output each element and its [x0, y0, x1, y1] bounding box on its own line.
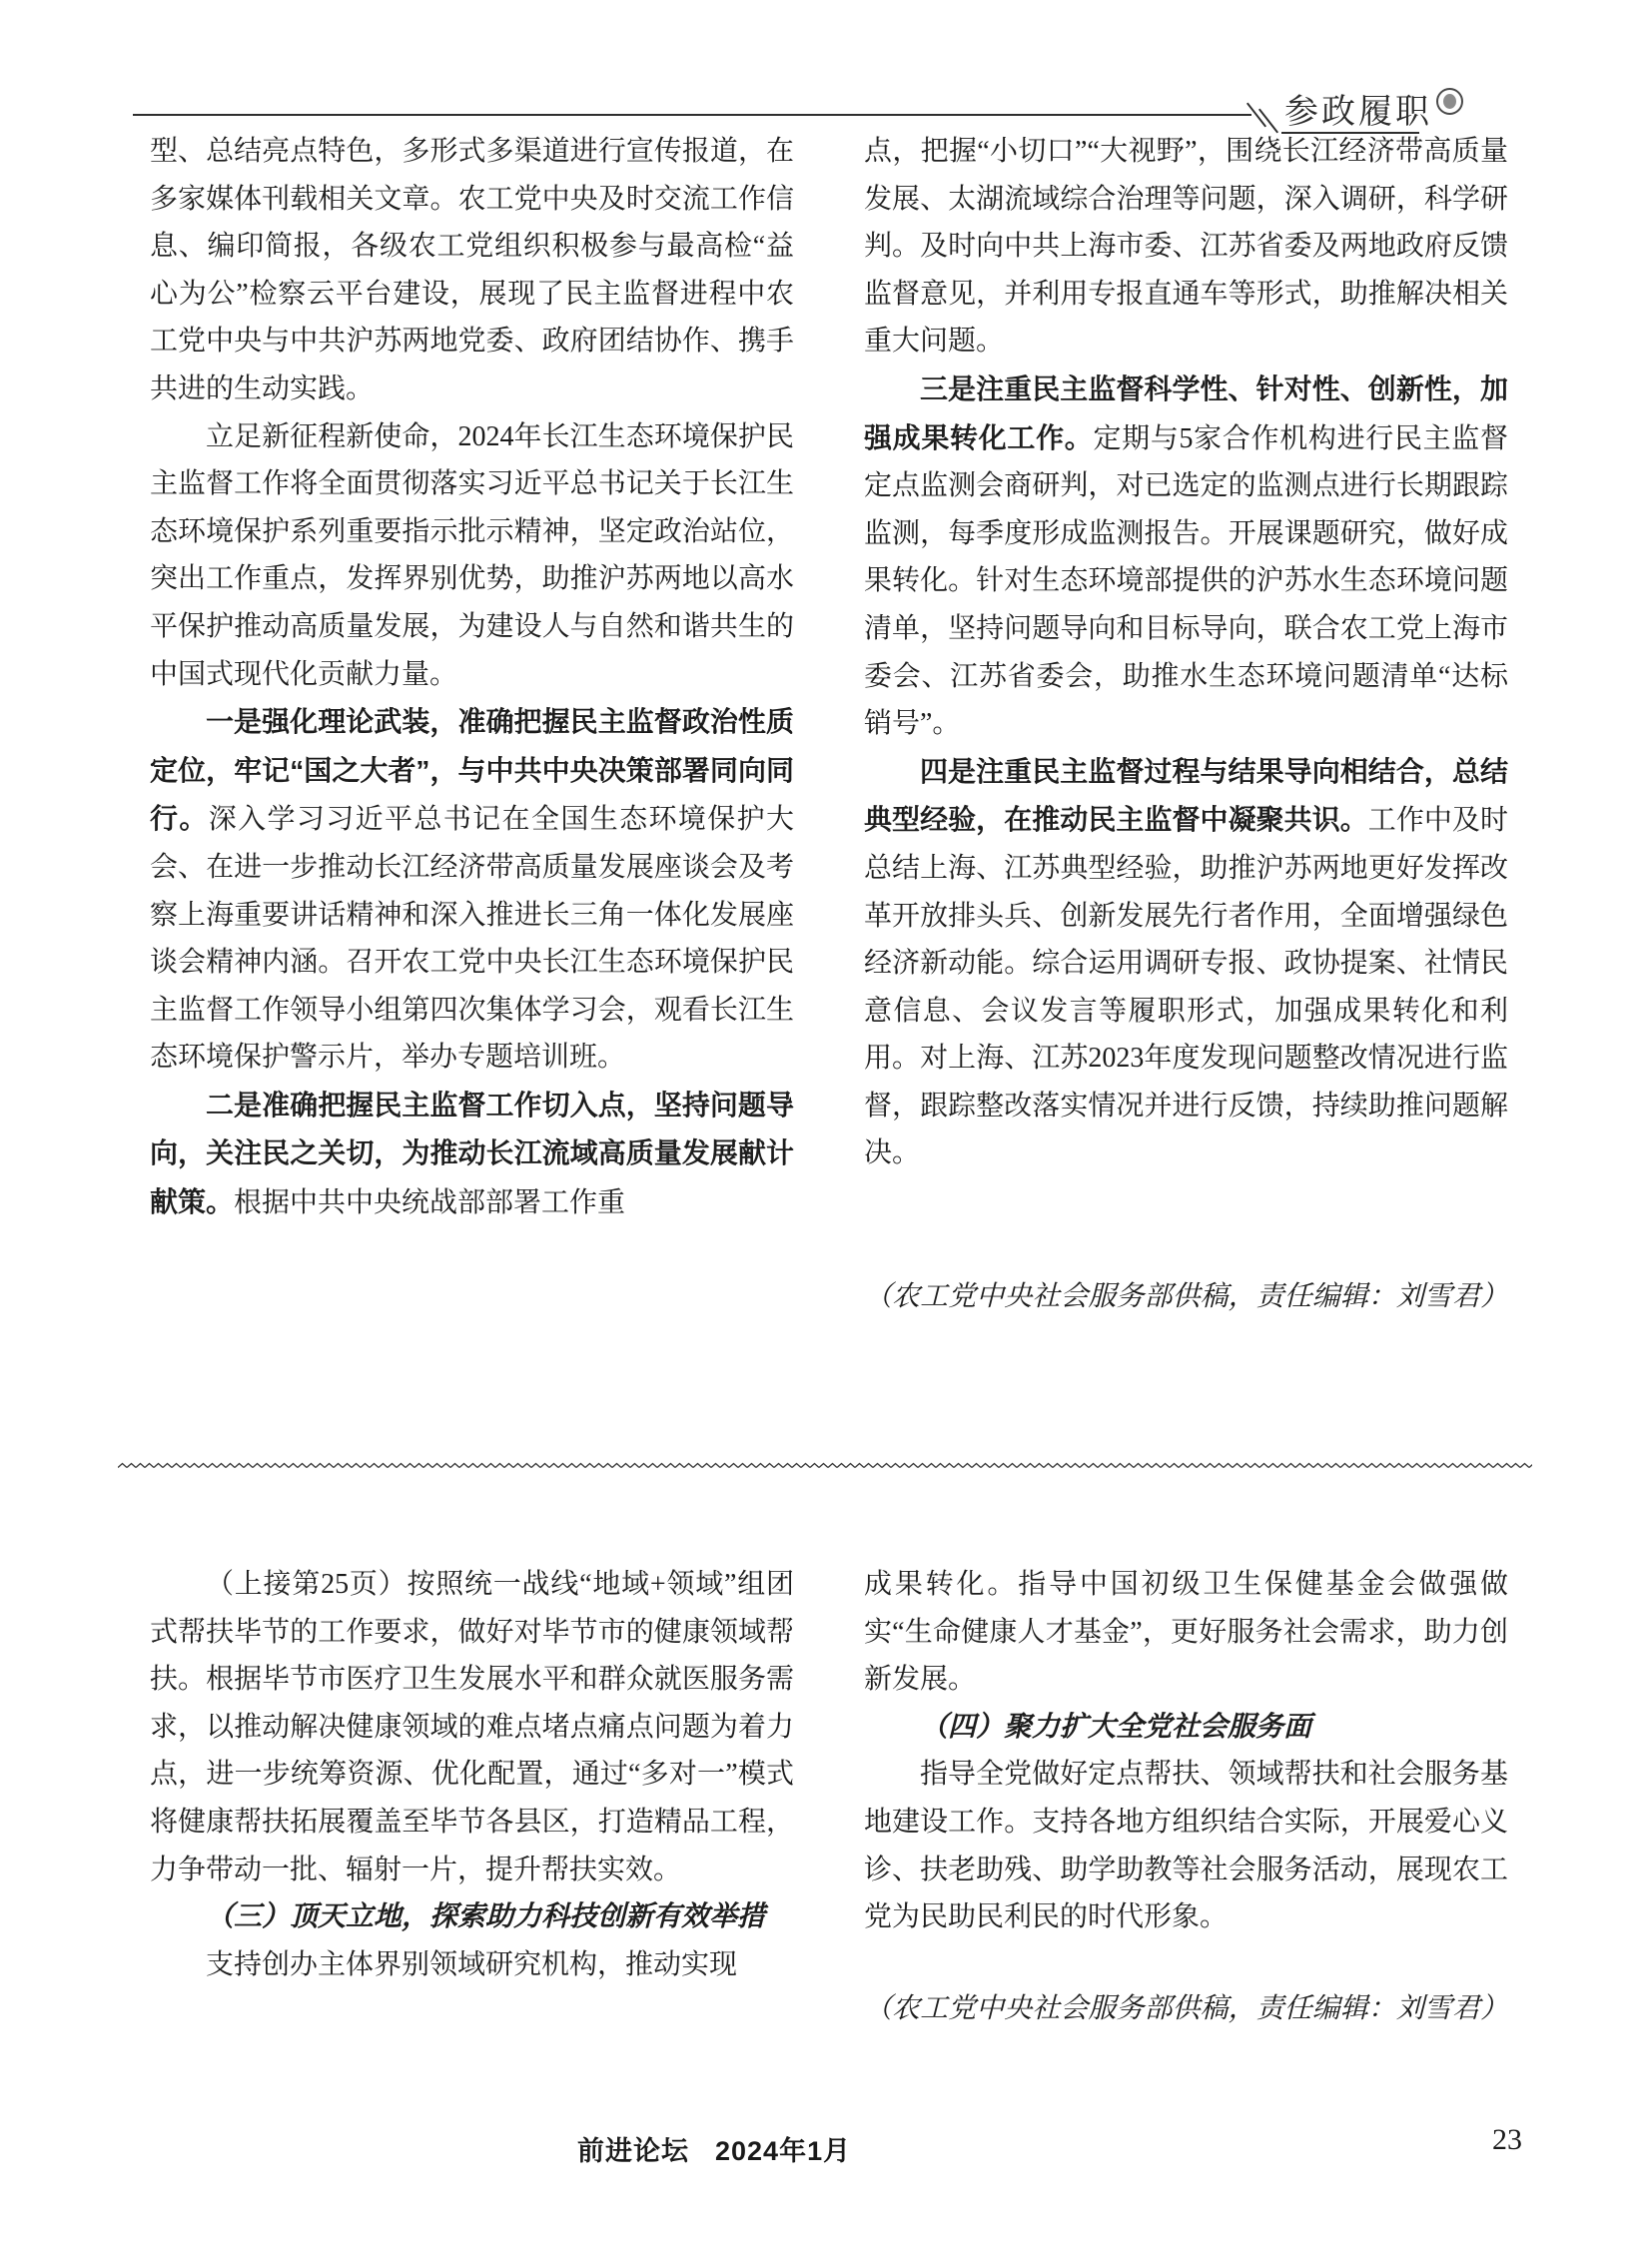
paragraph: 点，把握“小切口”“大视野”，围绕长江经济带高质量发展、太湖流域综合治理等问题，深入调研，科学研判。及时向中共上海市委、江苏省委及两地政府反馈监督意见，并利用专报直通车等形式，助推解决相关重大问题。: [864, 136, 1508, 358]
paragraph: 成果转化。指导中国初级卫生保健基金会做强做实“生命健康人才基金”，更好服务社会需求，助力创新发展。: [864, 1569, 1508, 1696]
page-number: 23: [1492, 2123, 1522, 2156]
journal-name: 前进论坛: [577, 2136, 689, 2166]
paragraph: 指导全党做好定点帮扶、领域帮扶和社会服务基地建设工作。支持各地方组织结合实际，开展爱心义诊、扶老助残、助学助教等社会服务活动，展现农工党为民助民利民的时代形象。: [864, 1759, 1508, 1933]
paragraph-body: 深入学习习近平总书记在全国生态环境保护大会、在进一步推动长江经济带高质量发展座谈会及考察上海重要讲话精神和深入推进长三角一体化发展座谈会精神内涵。召开农工党中央长江生态环境保护民主监督工作领导小组第四次集体学习会，观看长江生态环境保护警示片，举办专题培训班。: [150, 804, 794, 1074]
paragraph-lead-bold: 四是注重民主监督过程与结果导向相结合，总结典型经验，在推动民主监督中凝聚共识。: [864, 755, 1508, 836]
subsection-heading: （四）聚力扩大全党社会服务面: [920, 1711, 1312, 1743]
header-rule-left: [133, 114, 1251, 116]
paragraph: [864, 748, 1508, 1177]
article-main-right-column: [864, 128, 1508, 1321]
paragraph: 支持创办主体界别领域研究机构，推动实现: [206, 1948, 738, 1980]
contributor-credit: （农工党中央社会服务部供稿，责任编辑：刘雪君）: [864, 1992, 1508, 2024]
paragraph-body: 工作中及时总结上海、江苏典型经验，助推沪苏两地更好发挥改革开放排头兵、创新发展先行者作用，全面增强绿色经济新动能。综合运用调研专报、政协提案、社情民意信息、会议发言等履职形式，加强成果转化和利用。对上海、江苏2023年度发现问题整改情况进行监督，跟踪整改落实情况并进行反馈，持续助推问题解决。: [864, 805, 1508, 1169]
paragraph-lead-bold: 一是强化理论武装，准确把握民主监督政治性质定位，牢记“国之大者”，与中共中央决策部署同向同行。: [150, 706, 794, 835]
issue-date: 2024年1月: [715, 2136, 852, 2166]
bullseye-icon: [1436, 88, 1463, 115]
paragraph-lead-bold: 二是准确把握民主监督工作切入点，坚持问题导向，关注民之关切，为推动长江流域高质量发展献计献策。: [150, 1089, 794, 1218]
paragraph: [150, 1082, 794, 1227]
subsection-heading: （三）顶天立地，探索助力科技创新有效举措: [206, 1901, 766, 1933]
article-continued-left-column: [150, 1561, 794, 1988]
paragraph-lead-bold: 三是注重民主监督科学性、针对性、创新性，加强成果转化工作。: [864, 373, 1508, 453]
contributor-credit: （农工党中央社会服务部供稿，责任编辑：刘雪君）: [864, 1281, 1508, 1313]
bullseye-dot: [1443, 94, 1456, 109]
paragraph: [864, 366, 1508, 748]
paragraph: [150, 698, 794, 1082]
section-divider: [118, 1461, 1532, 1470]
article-continued-right-column: [864, 1561, 1508, 2032]
section-label: 参政履职: [1284, 94, 1432, 131]
paragraph-body: 定期与5家合作机构进行民主监督定点监测会商研判，对已选定的监测点进行长期跟踪监测，每季度形成监测报告。开展课题研究，做好成果转化。针对生态环境部提供的沪苏水生态环境问题清单，坚持问题导向和目标导向，联合农工党上海市委会、江苏省委会，助推水生态环境问题清单“达标销号”。: [864, 422, 1508, 740]
article-main-left-column: [150, 128, 794, 1227]
paragraph-body: 根据中共中央统战部部署工作重: [234, 1187, 626, 1219]
paragraph: （上接第25页）按照统一战线“地域+领域”组团式帮扶毕节的工作要求，做好对毕节市的健康领域帮扶。根据毕节市医疗卫生发展水平和群众就医服务需求，以推动解决健康领域的难点堵点痛点问题为着力点，进一步统筹资源、优化配置，通过“多对一”模式将健康帮扶拓展覆盖至毕节各县区，打造精品工程，力争带动一批、辐射一片，提升帮扶实效。: [150, 1569, 794, 1885]
footer-journal-line: [577, 2129, 851, 2168]
paragraph: 型、总结亮点特色，多形式多渠道进行宣传报道，在多家媒体刊载相关文章。农工党中央及时交流工作信息、编印简报，各级农工党组织积极参与最高检“益心为公”检察云平台建设，展现了民主监督进程中农工党中央与中共沪苏两地党委、政府团结协作、携手共进的生动实践。: [150, 136, 794, 404]
paragraph: 立足新征程新使命，2024年长江生态环境保护民主监督工作将全面贯彻落实习近平总书记关于长江生态环境保护系列重要指示批示精神，坚定政治站位，突出工作重点，发挥界别优势，助推沪苏两地以高水平保护推动高质量发展，为建设人与自然和谐共生的中国式现代化贡献力量。: [150, 420, 794, 690]
